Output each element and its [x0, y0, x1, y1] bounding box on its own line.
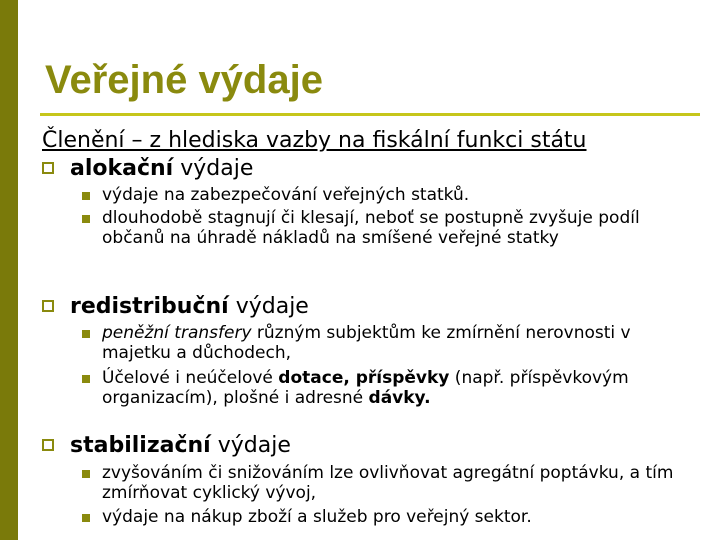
list-item-part: (např. příspěvkovým organizacím), plošné i adresné — [102, 368, 629, 408]
square-bullet-icon — [42, 439, 54, 451]
section-stabilizacni — [42, 433, 291, 458]
section-bold-term: redistribuční — [70, 294, 229, 319]
section-bold-term: stabilizační — [70, 433, 211, 458]
list-item-text: výdaje na zabezpečování veřejných statků. — [102, 185, 470, 205]
list-item-text: zvyšováním či snižováním lze ovlivňovat agregátní poptávku, a tím zmírňovat cyklický vývoj, — [102, 463, 674, 503]
list-item — [82, 368, 682, 408]
section-rest: výdaje — [173, 156, 254, 181]
filled-square-bullet-icon — [82, 330, 90, 338]
section-rest: výdaje — [228, 294, 309, 319]
filled-square-bullet-icon — [82, 375, 90, 383]
list-item — [82, 208, 682, 248]
left-accent-bar — [0, 0, 18, 540]
list-item-italic: peněžní transfery — [102, 323, 252, 343]
list-item-bold: dotace, příspěvky — [278, 368, 450, 388]
list-item-bold: dávky. — [368, 388, 431, 408]
list-item-text: výdaje na nákup zboží a služeb pro veřejný sektor. — [102, 507, 532, 527]
filled-square-bullet-icon — [82, 192, 90, 200]
section-redistribucni — [42, 294, 309, 319]
section-bold-term: alokační — [70, 156, 174, 181]
list-item-text — [102, 323, 682, 363]
list-item-text: dlouhodobě stagnují či klesají, neboť se postupně zvyšuje podíl občanů na úhradě nákladů na smíšené veřejné statky — [102, 208, 640, 248]
filled-square-bullet-icon — [82, 470, 90, 478]
title-divider — [40, 113, 700, 116]
list-item — [82, 185, 682, 205]
list-item — [82, 463, 682, 503]
filled-square-bullet-icon — [82, 215, 90, 223]
slide-title: Veřejné výdaje — [45, 58, 323, 102]
square-bullet-icon — [42, 300, 54, 312]
section-rest: výdaje — [210, 433, 291, 458]
section-alokacni — [42, 156, 253, 181]
list-item — [82, 323, 682, 363]
square-bullet-icon — [42, 162, 54, 174]
list-item-part: Účelové i neúčelové — [102, 368, 279, 388]
section-heading: Členění – z hlediska vazby na fiskální funkci státu — [42, 128, 587, 153]
list-item-rest: různým subjektům ke zmírnění nerovnosti v majetku a důchodech, — [102, 323, 631, 363]
filled-square-bullet-icon — [82, 514, 90, 522]
list-item — [82, 507, 682, 527]
list-item-text — [102, 368, 682, 408]
